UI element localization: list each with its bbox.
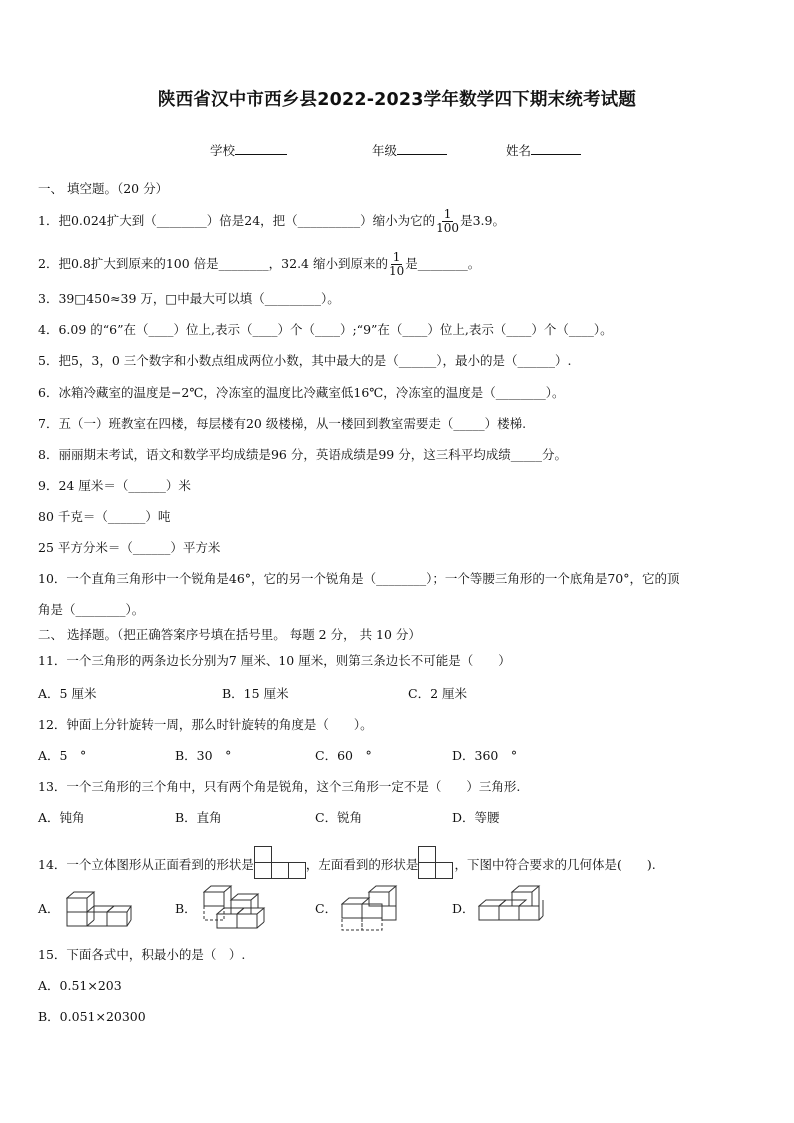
question-15-option-a[interactable]: A．0.51×203 [38,978,122,993]
option-c-label: C． [315,901,338,916]
question-4: 4．6.09 的“6”在（____）位上,表示（____）个（____）;“9”在（____）位上,表示（____）个（____）。 [38,322,613,337]
question-11: 11．一个三角形的两条边长分别为7 厘米、10 厘米，则第三条边长不可能是（ ） [38,653,511,668]
option-d[interactable]: D．360 ° [452,748,518,763]
fraction: $\frac{1}{10}$ [388,250,405,278]
question-15: 15．下面各式中，积最小的是（ ）. [38,947,246,962]
question-14-text-2: ，左面看到的形状是 [305,857,419,872]
option-b[interactable]: B．30 ° [175,748,232,763]
option-a[interactable]: A．钝角 [38,810,85,825]
school-label: 学校 [210,143,236,158]
page-title: 陕西省汉中市西乡县2022-2023学年数学四下期末统考试题 [157,90,637,110]
question-10-line-2: 角是（________）。 [38,602,145,617]
fraction: $\frac{1}{100}$ [436,207,460,235]
cube-figure-d-icon [478,880,544,928]
option-b-label: B． [175,901,197,916]
question-10-line-1: 10．一个直角三角形中一个锐角是46°，它的另一个锐角是（________）；一个等腰三角形的一个底角是70°，它的顶 [38,571,680,586]
question-8: 8．丽丽期末考试，语文和数学平均成绩是96 分，英语成绩是99 分，这三科平均成绩_____分。 [38,447,567,462]
question-12: 12．钟面上分针旋转一周，那么时针旋转的角度是（ ）。 [38,717,373,732]
question-2-text: 2．把0.8扩大到原来的100 倍是________，32.4 缩小到原来的 [38,256,388,271]
question-13: 13．一个三角形的三个角中，只有两个角是锐角，这个三角形一定不是（ ）三角形. [38,779,521,794]
grade-label: 年级 [372,143,398,158]
option-d[interactable] [452,900,475,918]
cube-figure-b-icon [203,880,269,932]
option-b[interactable]: B．15 厘米 [222,686,289,701]
question-14-text-1: 14．一个立体图形从正面看到的形状是 [38,857,254,872]
option-d-label: D． [452,901,475,916]
question-3: 3．39□450≈39 万，□中最大可以填（_________）。 [38,291,340,306]
question-9-part-1: 9．24 厘米＝（______）米 [38,478,191,493]
left-view-figure [418,846,454,885]
cube-figure-a-icon [66,886,132,930]
option-c[interactable] [315,900,337,918]
question-14-text-3: ，下图中符合要求的几何体是( ). [454,857,656,872]
question-14 [38,846,656,885]
option-d[interactable]: D．等腰 [452,810,500,825]
question-5: 5．把5，3，0 三个数字和小数点组成两位小数，其中最大的是（______），最小的是（______）. [38,353,572,368]
option-c[interactable]: C．60 ° [315,748,372,763]
section-1-heading: 一、 填空题。（20 分） [38,181,169,196]
question-1-text: 1．把0.024扩大到（________）倍是24，把（__________）缩小为它的 [38,213,436,228]
question-9-part-3: 25 平方分米＝（______）平方米 [38,540,221,555]
question-15-option-b[interactable]: B．0.051×20300 [38,1009,146,1024]
school-field[interactable] [210,141,287,159]
name-label: 姓名 [506,143,532,158]
option-a[interactable] [38,900,60,918]
option-c[interactable]: C．2 厘米 [408,686,467,701]
option-c[interactable]: C．锐角 [315,810,363,825]
question-1: 1．把0.024扩大到（________）倍是24，把（__________）缩小为它的 $\frac{1}{100}$ 是3.9。 [38,207,505,235]
option-a-label: A． [38,901,60,916]
option-b[interactable]: B．直角 [175,810,222,825]
option-b[interactable] [175,900,197,918]
question-2: 2．把0.8扩大到原来的100 倍是________，32.4 缩小到原来的 $\frac{1}{10}$ 是________。 [38,250,481,278]
question-9-part-2: 80 千克＝（______）吨 [38,509,171,524]
section-2-heading: 二、 选择题。（把正确答案序号填在括号里。 每题 2 分， 共 10 分） [38,627,421,642]
question-7: 7．五（一）班教室在四楼，每层楼有20 级楼梯，从一楼回到教室需要走（_____）楼梯. [38,416,527,431]
question-6: 6．冰箱冷藏室的温度是−2℃，冷冻室的温度比冷藏室低16℃，冷冻室的温度是（________）。 [38,385,565,400]
cube-figure-c-icon [341,884,405,932]
option-a[interactable]: A．5 ° [38,748,87,763]
name-field[interactable] [506,141,581,159]
option-a[interactable]: A．5 厘米 [38,686,97,701]
grade-field[interactable] [372,141,447,159]
